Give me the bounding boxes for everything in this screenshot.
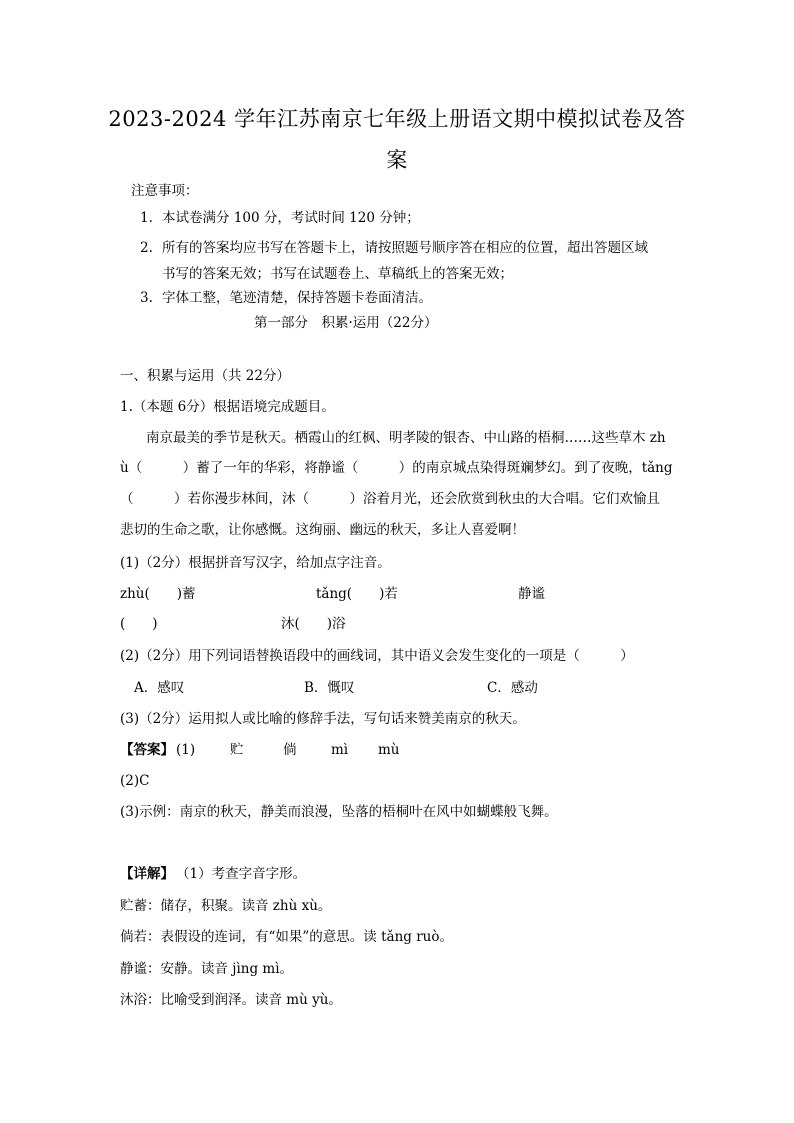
answer-1-index: (1) <box>176 742 196 758</box>
answer-1-d: mù <box>378 742 400 758</box>
answer-3: (3)示例：南京的秋天，静美而浪漫，坠落的梧桐叶在风中如蝴蝶般飞舞。 <box>120 804 558 820</box>
fill-jingmi-blank: ( ) <box>120 616 158 632</box>
answer-label: 【答案】 <box>120 742 174 758</box>
sub-question-1: (1)（2分）根据拼音写汉字，给加点字注音。 <box>120 555 391 571</box>
answer-1-b: 倘 <box>283 742 297 758</box>
sub-question-3: (3)（2分）运用拟人或比喻的修辞手法，写句话来赞美南京的秋天。 <box>120 711 526 727</box>
notice-item-3-text: 字体工整，笔迹清楚，保持答题卡卷面清洁。 <box>162 290 432 306</box>
answer-1-a: 贮 <box>230 742 244 758</box>
notice-heading: 注意事项： <box>131 183 199 199</box>
notice-item-3-num: 3. <box>140 290 153 306</box>
passage-line-2: ù（ ）蓄了一年的华彩，将静谧（ ）的南京城点染得斑斓梦幻。到了夜晚，tǎng <box>120 460 673 476</box>
notice-item-2-cont: 书写的答案无效；书写在试题卷上、草稿纸上的答案无效； <box>162 266 513 282</box>
passage-line-3: （ ）若你漫步林间，沐（ ）浴着月光，还会欣赏到秋虫的大合唱。它们欢愉且 <box>120 491 660 507</box>
detail-label: 【详解】 <box>120 866 174 882</box>
question-1-stem: 1.（本题 6分）根据语境完成题目。 <box>120 399 335 415</box>
fill-zhu: zhù( )蓄 <box>120 586 196 602</box>
option-b: B．慨叹 <box>304 680 355 696</box>
option-c: C．感动 <box>487 680 538 696</box>
notice-item-1-num: 1. <box>140 210 153 226</box>
option-a: A．感叹 <box>134 680 185 696</box>
notice-item-1-text: 本试卷满分 100 分，考试时间 120 分钟； <box>162 210 420 226</box>
notice-item-2-num: 2. <box>140 240 153 256</box>
fill-jingmi: 静谧 <box>518 586 545 602</box>
detail-line-1: 贮蓄：储存，积聚。读音 zhù xù。 <box>120 898 332 914</box>
detail-intro: （1）考查字音字形。 <box>176 866 307 882</box>
passage-line-4: 悲切的生命之歌，让你感慨。这绚丽、幽远的秋天，多让人喜爱啊！ <box>120 522 525 538</box>
answer-2: (2)C <box>120 773 150 789</box>
document-title-line2: 案 <box>386 148 408 172</box>
document-title-line1: 2023-2024 学年江苏南京七年级上册语文期中模拟试卷及答 <box>108 107 686 131</box>
part-title: 第一部分 积累·运用（22分） <box>254 315 438 331</box>
detail-line-2: 倘若：表假设的连词，有“如果”的意思。读 tǎng ruò。 <box>120 929 453 945</box>
section-heading: 一、积累与运用（共 22分） <box>120 368 290 384</box>
sub-question-2: (2)（2分）用下列词语替换语段中的画线词，其中语义会发生变化的一项是（ ） <box>120 648 634 664</box>
answer-1-c: mì <box>331 742 349 758</box>
detail-line-4: 沐浴：比喻受到润泽。读音 mù yù。 <box>120 992 342 1008</box>
detail-line-3: 静谧：安静。读音 jìng mì。 <box>120 961 294 977</box>
fill-muyu: 沐( )浴 <box>281 616 346 632</box>
passage-line-1: 南京最美的季节是秋天。栖霞山的红枫、明孝陵的银杏、中山路的梧桐……这些草木 zh <box>146 430 666 446</box>
fill-tang: tǎng( )若 <box>316 586 398 602</box>
notice-item-2-text: 所有的答案均应书写在答题卡上，请按照题号顺序答在相应的位置，超出答题区域 <box>162 240 648 256</box>
